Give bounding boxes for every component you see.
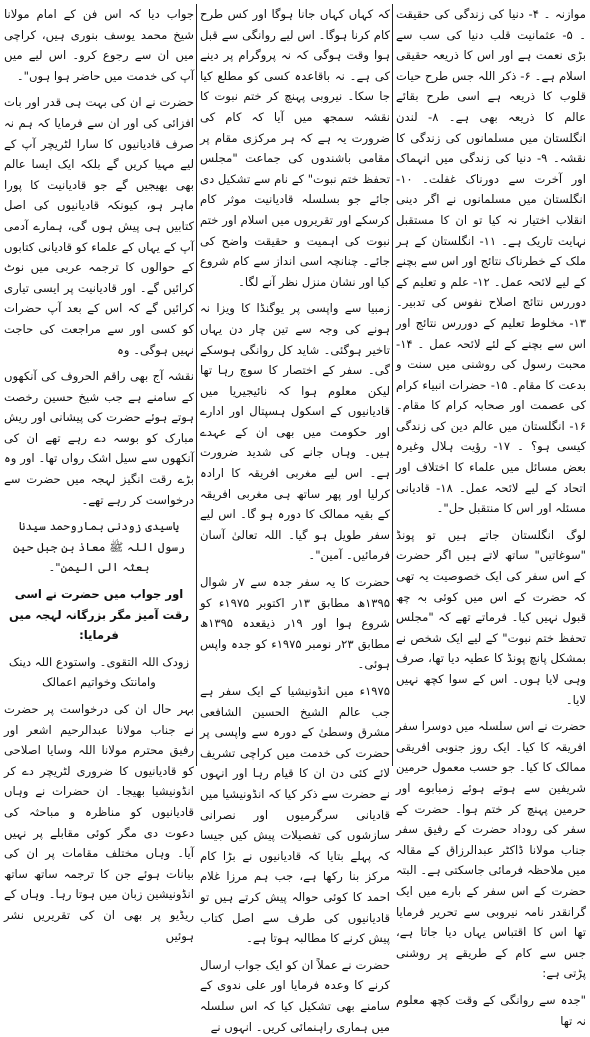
paragraph: ۱۹۷۵ء میں انڈونیشیا کے ایک سفر ہے جب عالم الشیخ الحسین الشافعی مشرق وسطیٰ کے دورہ سے واپسی پر حضرت کی خدمت میں کراچی تشریف لائے کئی دن ان کا قیام رہا اور انہوں نے حضرت سے ذکر کیا کہ انڈونیشیا میں قادیانی سرگرمیوں اور نصرانی سازشوں کی تفصیلات پیش کیں جیسا کہ پہلے بتایا کہ قادیانیوں نے بڑا کام مرکز بنا رکھا ہے، جب ہم مرزا غلام احمد کا کوئی حوالہ پیش کرتے ہیں تو قادیانیوں کی طرف سے اصل کتاب پیش کرنے کا مطالبہ ہوتا ہے۔ bbox=[200, 684, 390, 946]
paragraph: لوگ انگلستان جاتے ہیں تو پونڈ "سوغاتیں" ساتھ لاتے ہیں اگر حضرت کے اس سفر کی ایک خصوصیت یہ تھی کہ حضرت کے اس میں کوئی بہ چھ قبول نہیں کیا۔ فرماتے تھے کہ "مجلس تحفظ ختم نبوت" کے لیے ایک شخص نے بمشکل پانچ پونڈ کا عطیہ دیا تھا، صرف وہی لایا ہوں۔ اس کے سوا کچھ نہیں لایا۔ bbox=[396, 527, 586, 707]
arabic-quote: یاسیدی زودنی بماروحمد سیدنا رسول اللہ ﷺ معاذ بن جبل حین بعثہ الی الیمن"۔ bbox=[13, 519, 185, 575]
paragraph: زمبیا سے واپسی پر یوگنڈا کا ویزا نہ ہونے کی وجہ سے تین چار دن یہاں تاخیر ہوگئی۔ شاید کل روانگی ہوسکے گی۔ سفر کے اختصار کا سوچ رہا تھا لیکن معلوم ہوا کہ نائیجیریا میں قادیانیوں کے اسکول ہسپتال اور ادارے اور حکومت میں بھی ان کے عہدے ہیں۔ وہاں جانے کی شدید ضرورت ہے۔ اس لیے مغربی افریقہ کا ارادہ کرلیا اور پھر ساتھ ہی مغربی افریقہ کے بقیہ ممالک کا دورہ ہو گا۔ اس لیے سفر طویل ہو گیا۔ اللہ تعالیٰ آسان فرمائیں۔ آمین"۔ bbox=[200, 301, 390, 563]
column-right bbox=[396, 4, 586, 1028]
paragraph: "جدہ سے روانگی کے وقت کچھ معلوم نہ تھا bbox=[396, 992, 586, 1028]
paragraph: حضرت نے عملاً ان کو ایک جواب ارسال کرنے کا وعدہ فرمایا اور علی ندوی کے سامنے بھی تشکیل کیا کہ اس سلسلہ میں ہماری راہنمائی کریں۔ انہوں نے bbox=[200, 957, 390, 1034]
column-divider bbox=[392, 4, 393, 766]
paragraph: بہر حال ان کی درخواست پر حضرت نے جناب مولانا عبدالرحیم اشعر اور رفیق محترم مولانا اللہ وسایا اصلاحی کو قادیانیوں کا ضروری لٹریچر دے کر انڈونیشیا بھیجا۔ ان حضرات نے وہاں قادیانیوں کو مناظرہ و مباحثہ کی دعوت دی مگر کوئی مقابلے پر نہیں آیا۔ وہاں مختلف مقامات پر ان کی بیانات ہوئے جن کا ترجمہ ساتھ ساتھ انڈونیشین زبان میں ہوتا رہا۔ وہاں کے ریڈیو پر بھی ان کی تقریریں نشر ہوئیں bbox=[4, 702, 194, 943]
paragraph: جواب دیا کہ اس فن کے امام مولانا شیخ محمد یوسف بنوری ہیں، کراچی میں ان سے رجوع کرو۔ اس لیے میں آپ کی خدمت میں حاضر ہوا ہوں"۔ bbox=[4, 7, 194, 83]
paragraph: موازنہ ۔ ۴- دنیا کی زندگی کی حقیقت ۔ ۵- عثمانیت قلب دنیا کی سب سے بڑی نعمت ہے اور اس کا ذریعہ حقیقی اسلام ہے۔ ۶- ذکر اللہ جس طرح حیات قلوب کا ذریعہ ہے اسی طرح بقائے عالم کا ذریعہ بھی ہے۔ ۸- لندن انگلستان میں مسلمانوں کی زندگی کا نقشہ۔ ۹- دنیا کی زندگی میں انہماک اور آخرت سے دورناک غفلت۔ ۱۰- انگلستان میں مسلمانوں نے اگر دینی انقلاب اختیار نہ کیا تو ان کا مستقبل نہایت تاریک ہے۔ ۱۱- انگلستان کے ہر ملک کے خطرناک نتائج اور اس سے بچنے کے لیے لائحہ عمل۔ ۱۲- علم و تعلیم کے دوررس نتائج اصلاح نفوس کی تدبیر۔ ۱۳- مخلوط تعلیم کے دوررس نتائج اور اس سے بچنے کے لئے لائحہ عمل ۔ ۱۴- محبت رسول کی روشنی میں سنت و بدعت کا مقام۔ ۱۵- حضرات انبیاء کرام کی عصمت اور صحابہ کرام کا مقام۔ ۱۶- انگلستان میں عالم دین کی زندگی کیسی ہو؟ ۔ ۱۷- رؤیت ہلال وغیرہ بعض مسائل میں علماء کا اختلاف اور اتحاد کے لیے لائحہ عمل۔ ۱۸- قادیانی مسئلہ اور اس کا منتقبل حل"۔ bbox=[396, 7, 586, 516]
paragraph: حضرت نے ان کی بہت ہی قدر اور بات افزائی کی اور ان سے فرمایا کہ ہم نہ صرف قادیانیوں کا سارا لٹریچر آپ کے لیے مہیا کریں گے بلکہ ایک ایسا عالم بھی بھیجیں گے جو قادیانیت کا پورا ماہر ہو، کیونکہ قادیانیوں کی اصل کتابیں ہی پیش ہوں گی، ہمارے آدمی آپ کے یہاں کے علماء کو قادیانی کتابوں کے حوالوں کا ترجمہ عربی میں نوٹ کرائیں گے۔ اور قادیانیت پر ایسی تیاری کرائیں گے کہ اس کے بعد آپ حضرات کو کسی اور سے مراجعت کی حاجت نہیں ہوگی۔ وہ bbox=[4, 95, 194, 357]
paragraph: حضرت کا یہ سفر جدہ سے ۷ر شوال ۱۳۹۵ھ مطابق ۱۳ر اکتوبر ۱۹۷۵ء کو شروع ہوا اور ۱۹ر ذیقعدہ ۱۳۹۵ھ مطابق ۲۳ر نومبر ۱۹۷۵ء کو جدہ واپس ہوئی۔ bbox=[200, 575, 390, 672]
document-page bbox=[4, 4, 586, 1034]
paragraph: نقشہ آج بھی راقم الحروف کی آنکھوں کے سامنے ہے جب شیخ حسین رخصت ہوتے ہوئے حضرت کی پیشانی اور ریش مبارک کو بوسہ دے رہے تھے ان کی آنکھوں سے سیل اشک رواں تھا۔ اور وہ بڑے رقت انگیز لہجہ میں حضرت سے درخواست کر رہے تھے۔ bbox=[4, 369, 194, 507]
paragraph: کہ کہاں کہاں جانا ہوگا اور کس طرح کام کرنا ہوگا۔ اس لیے روانگی سے قبل ہوا وقت ہوگی کہ نہ پروگرام پر دینے کی ہے۔ نہ باقاعدہ کسی کو مطلع کیا جا سکا۔ نیروبی پہنچ کر ختم نبوت کا نقشہ سمجھ میں آیا کہ کام کی ضرورت یہ ہے کہ ہر مرکزی مقام پر مقامی باشندوں کی جماعت "مجلس تحفظ ختم نبوت" کے نام سے تشکیل دی جائے جو بسلسلہ قادیانیت موثر کام کرسکے اور تقریروں میں اسلام اور ختم نبوت کی اہمیت و حقیقت واضح کی جائے۔ چنانچہ اسی انداز سے کام شروع کیا اور نشان منزل نظر آنے لگا۔ bbox=[200, 7, 390, 289]
paragraph: حضرت نے اس سلسلہ میں دوسرا سفر افریقہ کا کیا۔ ایک روز جنوبی افریقی ممالک کا کیا۔ جو حسب معمول حرمین شریفین سے ہوتے ہوئے زمبابوے اور حرمین پہنچ کر ختم ہوا۔ حضرت کے سفر کی روداد حضرت کے رفیق سفر جناب مولانا ڈاکٹر عبدالرزاق کے مقالہ میں ملاحظہ فرمائی جاسکتی ہے۔ البتہ حضرت کے اس سفر کے بارے میں ایک گرانقدر نامہ نیروبی سے تحریر فرمایا تھا اس کا اقتباس یہاں دیا جاتا ہے، جس سے کام کے طریقے پر روشنی پڑتی ہے: bbox=[396, 719, 586, 981]
paragraph: اور جواب میں حضرت نے اسی رقت آمیز مگر بزرگانہ لہجہ میں فرمایا: bbox=[8, 587, 190, 643]
arabic-quote: زودک اللہ التقوی۔ واستودع اللہ دینک وامانتک وخواتیم اعمالک bbox=[8, 654, 190, 690]
column-left bbox=[4, 4, 194, 943]
column-divider bbox=[196, 4, 197, 766]
column-middle bbox=[200, 4, 390, 1034]
